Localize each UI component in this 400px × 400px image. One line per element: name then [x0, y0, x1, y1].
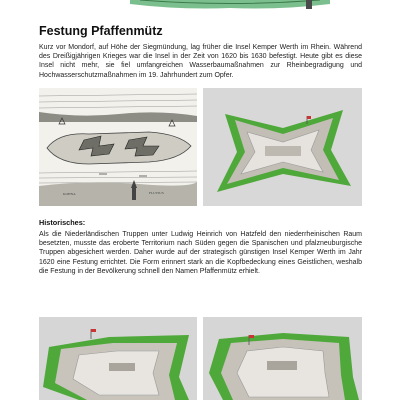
header-banner [130, 0, 330, 10]
history-heading: Historisches: [39, 218, 86, 227]
svg-text:FLUVIUS: FLUVIUS [149, 191, 164, 195]
page-title: Festung Pfaffenmütz [39, 24, 163, 38]
fortress-model-photo-bottom-left [39, 317, 197, 400]
fortress-model-photo-bottom-right [203, 317, 362, 400]
historic-engraving-image [39, 88, 197, 206]
svg-text:KOHNA: KOHNA [63, 192, 76, 196]
history-paragraph: Als die Niederländischen Truppen unter Ludwig Heinrich von Hatzfeld den niederrheinischen Raum besetzten, musste das eroberte Territorium nach Süden gegen die Spanischen und pfalzneuburgische Truppen abgesichert werden. Daher wurde auf der strategisch günstigen Insel Kemper Werth im Jahr 1620 eine Festung errichtet. Die Form erinnert stark an die Kopfbedeckung eines Geistlichen, weshalb die Festung in der Bevölkerung schnell den Namen Pfaffenmütz erhielt. [39, 231, 362, 275]
fortress-model-photo-top [203, 88, 362, 206]
intro-paragraph: Kurz vor Mondorf, auf Höhe der Siegmündung, lag früher die Insel Kemper Werth im Rhein. Während des Dreißigjährigen Krieges war die Insel in der Zeit von 1620 bis 1630 befestigt. Heute gibt es diese Insel nicht mehr, sie fiel umfangreichen Wasserbaumaßnahmen zur Rheinbegradigung und Hochwasserschutzmaßnahmen im 19. Jahrhundert zum Opfer. [39, 44, 362, 79]
